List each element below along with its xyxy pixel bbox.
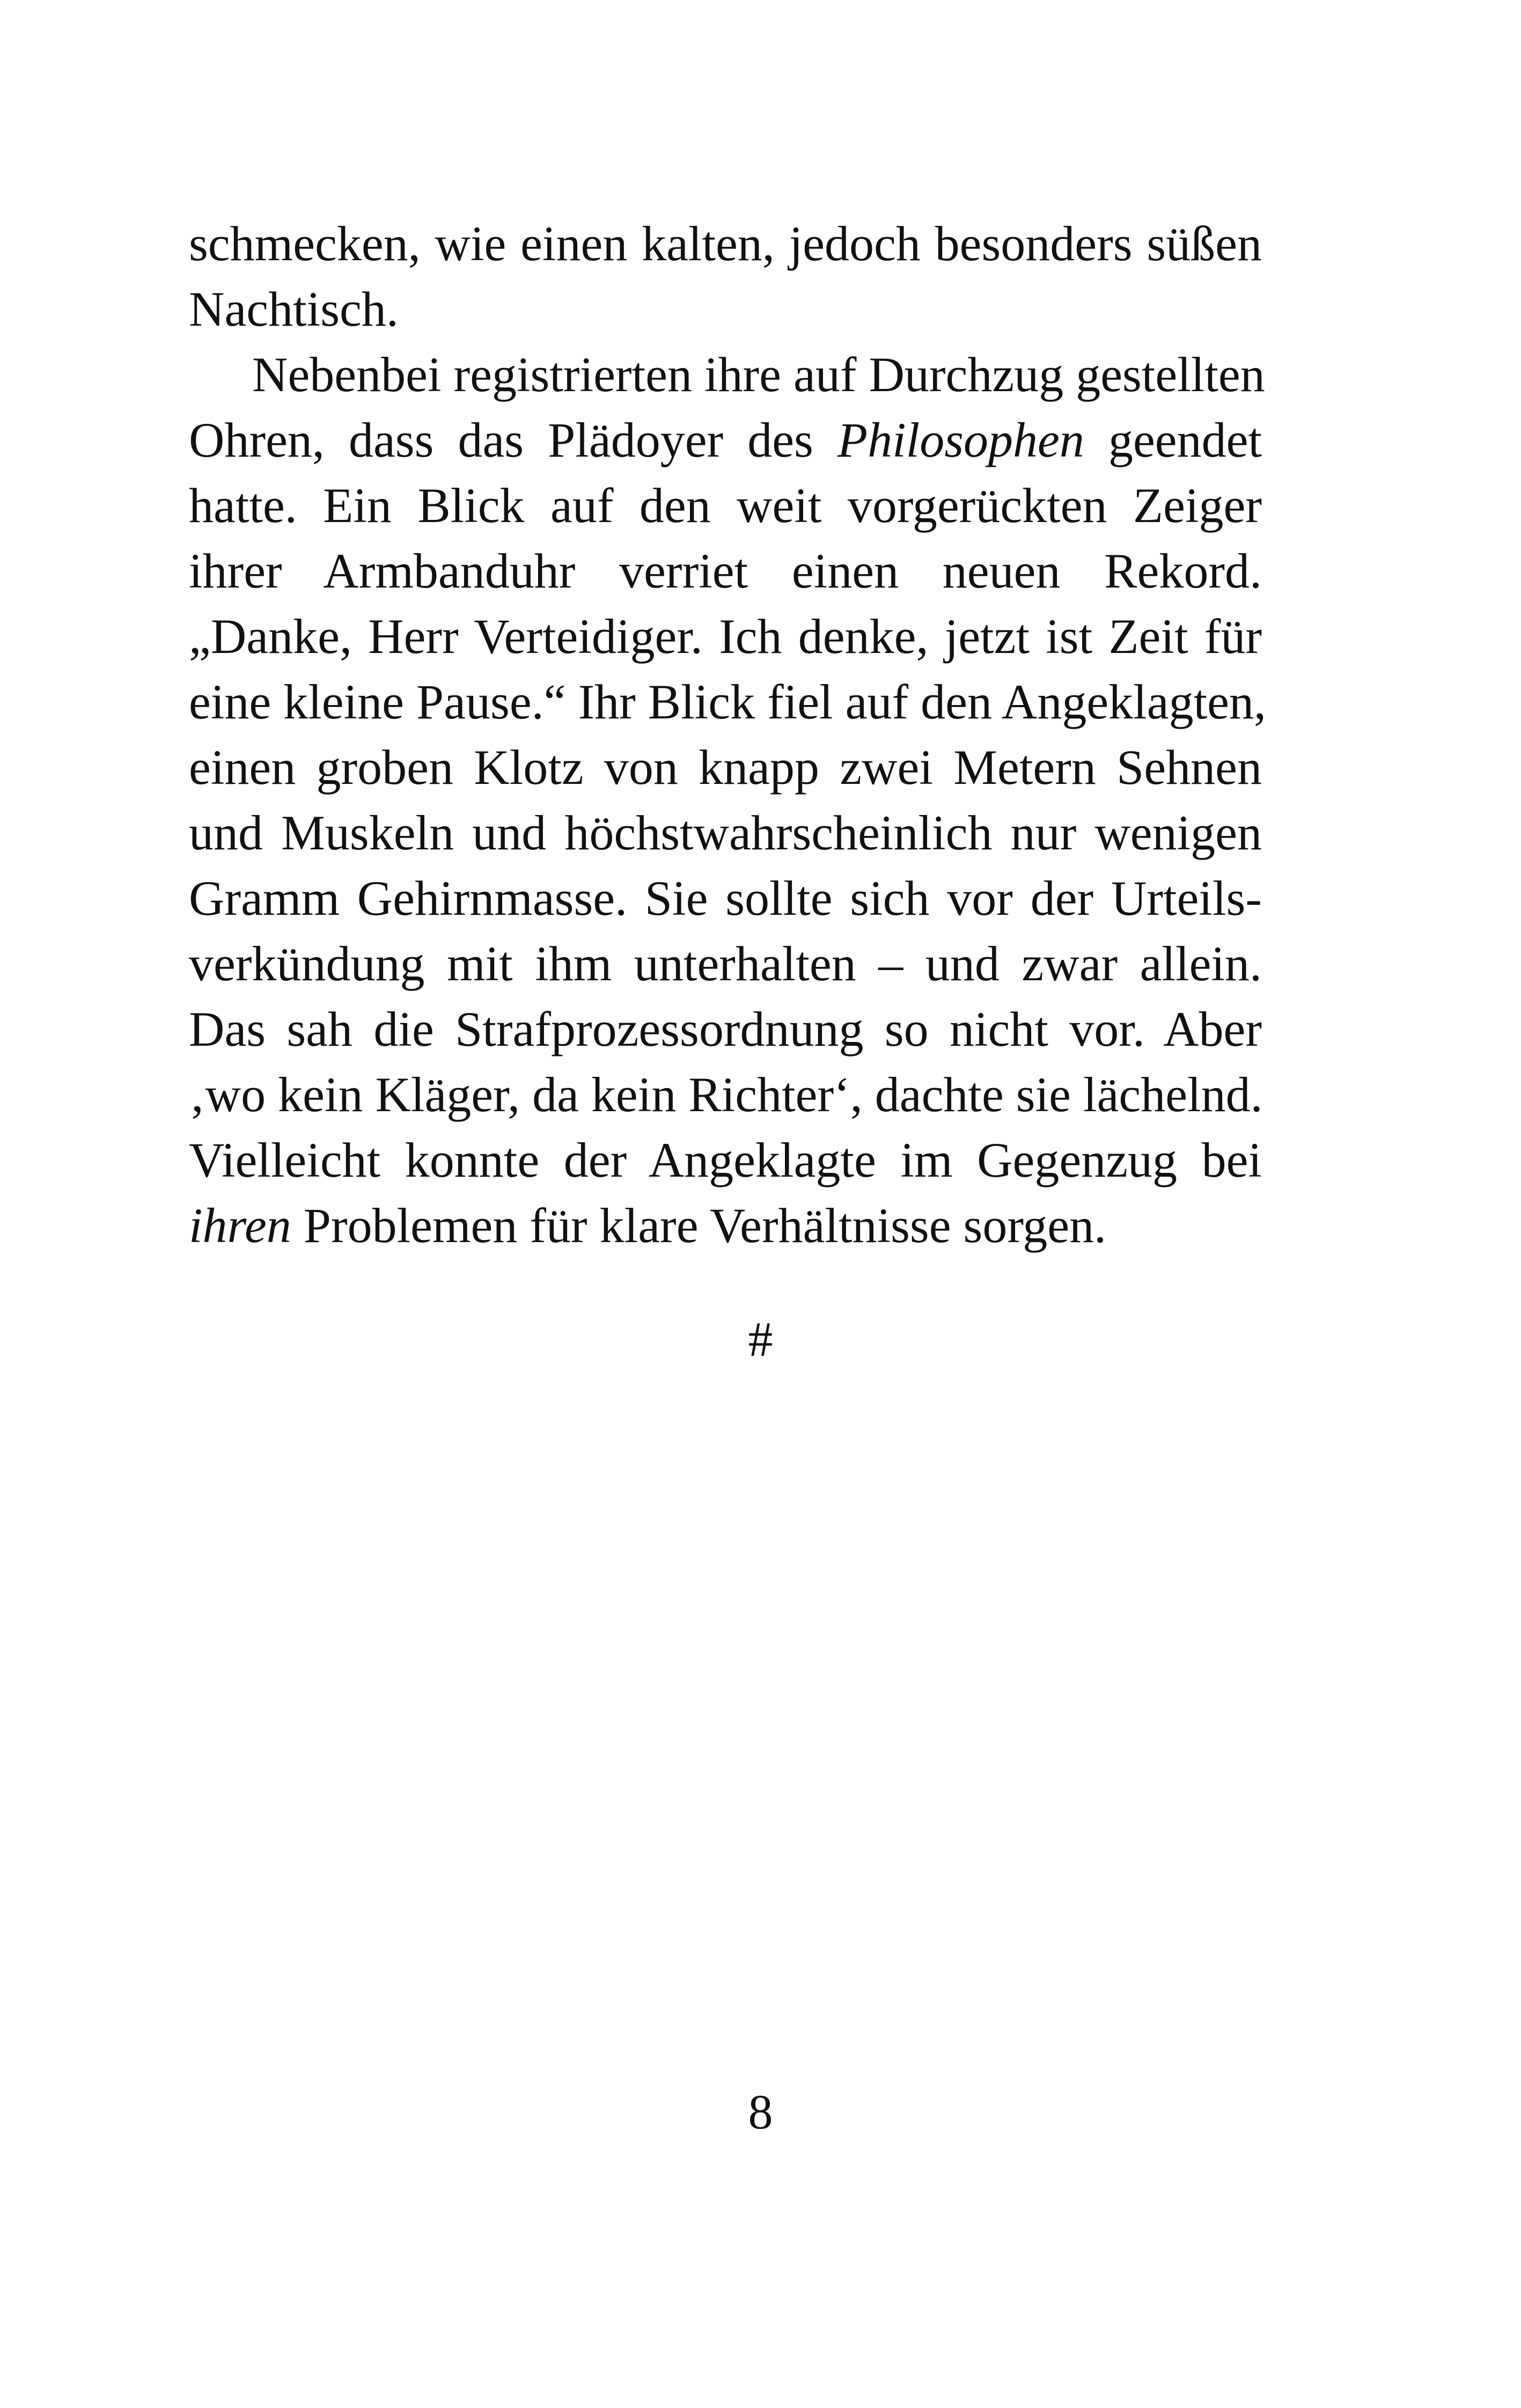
text-line: eine kleine Pause.“ Ihr Blick fiel auf den Angeklagten,: [189, 674, 1266, 729]
text-line: [189, 407, 1262, 473]
text-line: „Danke, Herr Verteidiger. Ich denke, jetzt ist Zeit für: [189, 609, 1262, 664]
text-line: Gramm Gehirnmasse. Sie sollte sich vor der Urteils-: [189, 871, 1262, 926]
text-run: Problemen für klare Verhältnisse sorgen.: [291, 1198, 1107, 1253]
section-separator: #: [748, 1312, 773, 1367]
text-line: hatte. Ein Blick auf den weit vorgerückten Zeiger: [189, 478, 1262, 533]
text-line: [189, 1193, 1262, 1258]
text-run: Ohren, dass das Plädoyer des: [189, 413, 837, 467]
page-number: 8: [748, 2084, 773, 2139]
text-line: und Muskeln und höchstwahrscheinlich nur wenigen: [189, 805, 1262, 860]
text-line: ‚wo kein Kläger, da kein Richter‘, dachte sie lächelnd.: [189, 1067, 1263, 1122]
text-line: Vielleicht konnte der Angeklagte im Gegenzug bei: [189, 1133, 1262, 1187]
text-line: Das sah die Strafprozessordnung so nicht vor. Aber: [189, 1002, 1262, 1056]
italic-text: ihren: [189, 1198, 291, 1253]
text-line: ihrer Armbanduhr verriet einen neuen Rekord.: [189, 544, 1262, 598]
body-text: [189, 211, 1266, 1258]
text-line: einen groben Klotz von knapp zwei Metern Sehnen: [189, 740, 1262, 795]
text-line: Nachtisch.: [189, 282, 399, 336]
text-line: Nebenbei registrierten ihre auf Durchzug gestellten: [252, 347, 1265, 402]
italic-text: Philosophen: [837, 413, 1084, 467]
text-run: geendet: [1084, 413, 1262, 467]
text-line: verkündung mit ihm unterhalten – und zwar allein.: [189, 936, 1262, 991]
text-line: schmecken, wie einen kalten, jedoch besonders süßen: [189, 216, 1262, 271]
